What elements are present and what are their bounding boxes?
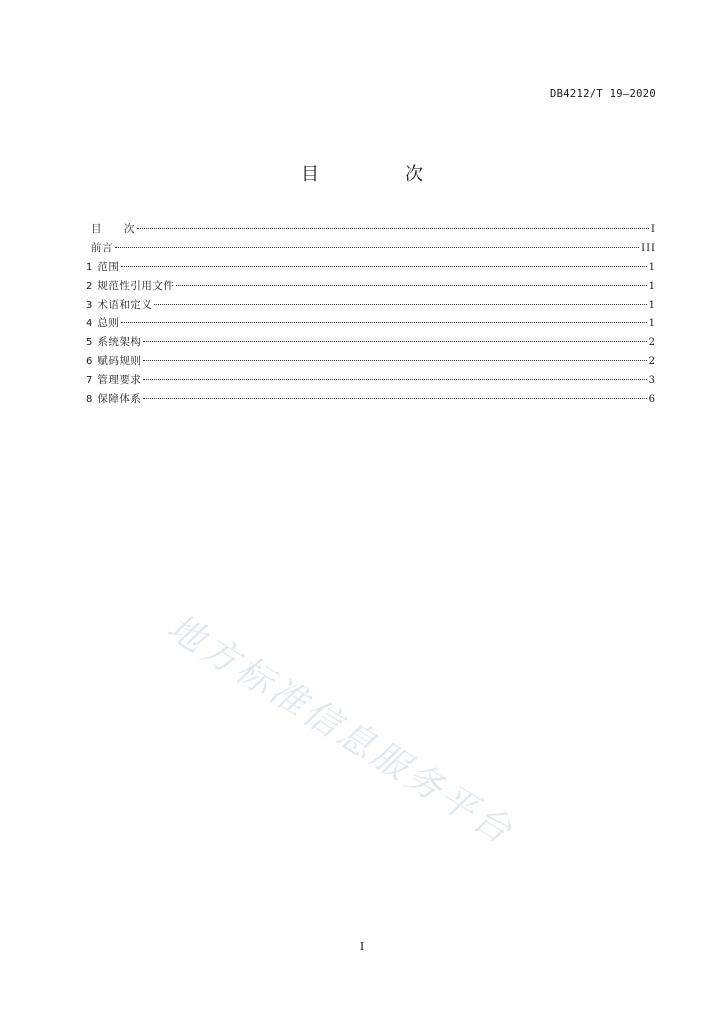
toc-entry-number: 7	[86, 375, 93, 387]
toc-entry-coding-rules[interactable]	[86, 352, 656, 371]
toc-entry-page: 1	[648, 280, 656, 292]
toc-entry-label: 术语和定义	[97, 298, 153, 311]
toc-entry-system-architecture[interactable]	[86, 333, 656, 352]
toc-dot-leader	[143, 398, 646, 399]
toc-entry-normative-references[interactable]	[86, 277, 656, 296]
toc-entry-page: 2	[648, 337, 656, 349]
toc-entry-page: 3	[648, 375, 656, 387]
toc-entry-number: 1	[86, 261, 93, 273]
toc-entry-label: 范围	[97, 260, 120, 273]
watermark: 地方标准信息服务平台	[160, 606, 521, 854]
toc-dot-leader	[121, 266, 646, 267]
toc-entry-label: 系统架构	[97, 336, 142, 349]
toc-dot-leader	[176, 285, 646, 286]
toc-entry-label: 规范性引用文件	[97, 279, 175, 292]
toc-entry-number: 4	[86, 318, 93, 330]
toc-entry-number: 2	[86, 280, 93, 292]
toc-dot-leader	[121, 322, 646, 323]
toc-entry-page: 1	[648, 318, 656, 330]
toc-entry-page: 1	[648, 261, 656, 273]
page-number: I	[359, 940, 365, 953]
page-title: 目 次	[301, 164, 457, 185]
toc-entry-label: 总则	[97, 317, 120, 330]
toc-dot-leader	[143, 379, 646, 380]
toc-dot-leader	[154, 304, 646, 305]
toc-dot-leader	[143, 360, 646, 361]
toc-entry-management-requirements[interactable]	[86, 371, 656, 390]
table-of-contents	[86, 220, 656, 409]
standard-code: DB4212/T 19—2020	[550, 88, 656, 100]
toc-entry-terms-definitions[interactable]	[86, 296, 656, 315]
toc-entry-page: III	[641, 242, 656, 254]
toc-entry-label: 目 次	[91, 223, 135, 235]
toc-entry-number: 8	[86, 394, 93, 406]
toc-entry-number: 3	[86, 299, 93, 311]
toc-entry-number: 5	[86, 337, 93, 349]
toc-dot-leader	[143, 341, 646, 342]
toc-entry-page: 1	[648, 299, 656, 311]
toc-entry-page: I	[651, 224, 656, 235]
toc-entry-support-system[interactable]	[86, 390, 656, 409]
toc-entry-page: 6	[648, 394, 656, 406]
toc-entry-contents[interactable]	[86, 220, 656, 239]
toc-entry-foreword[interactable]	[86, 239, 656, 258]
toc-entry-number: 6	[86, 356, 93, 368]
toc-entry-label: 管理要求	[97, 374, 142, 387]
toc-entry-scope[interactable]	[86, 258, 656, 277]
toc-dot-leader	[137, 228, 649, 229]
toc-entry-page: 2	[648, 356, 656, 368]
toc-entry-label: 前言	[91, 241, 113, 254]
toc-entry-label: 赋码规则	[97, 355, 142, 368]
toc-entry-general[interactable]	[86, 314, 656, 333]
toc-dot-leader	[115, 247, 639, 248]
toc-entry-label: 保障体系	[97, 393, 142, 406]
